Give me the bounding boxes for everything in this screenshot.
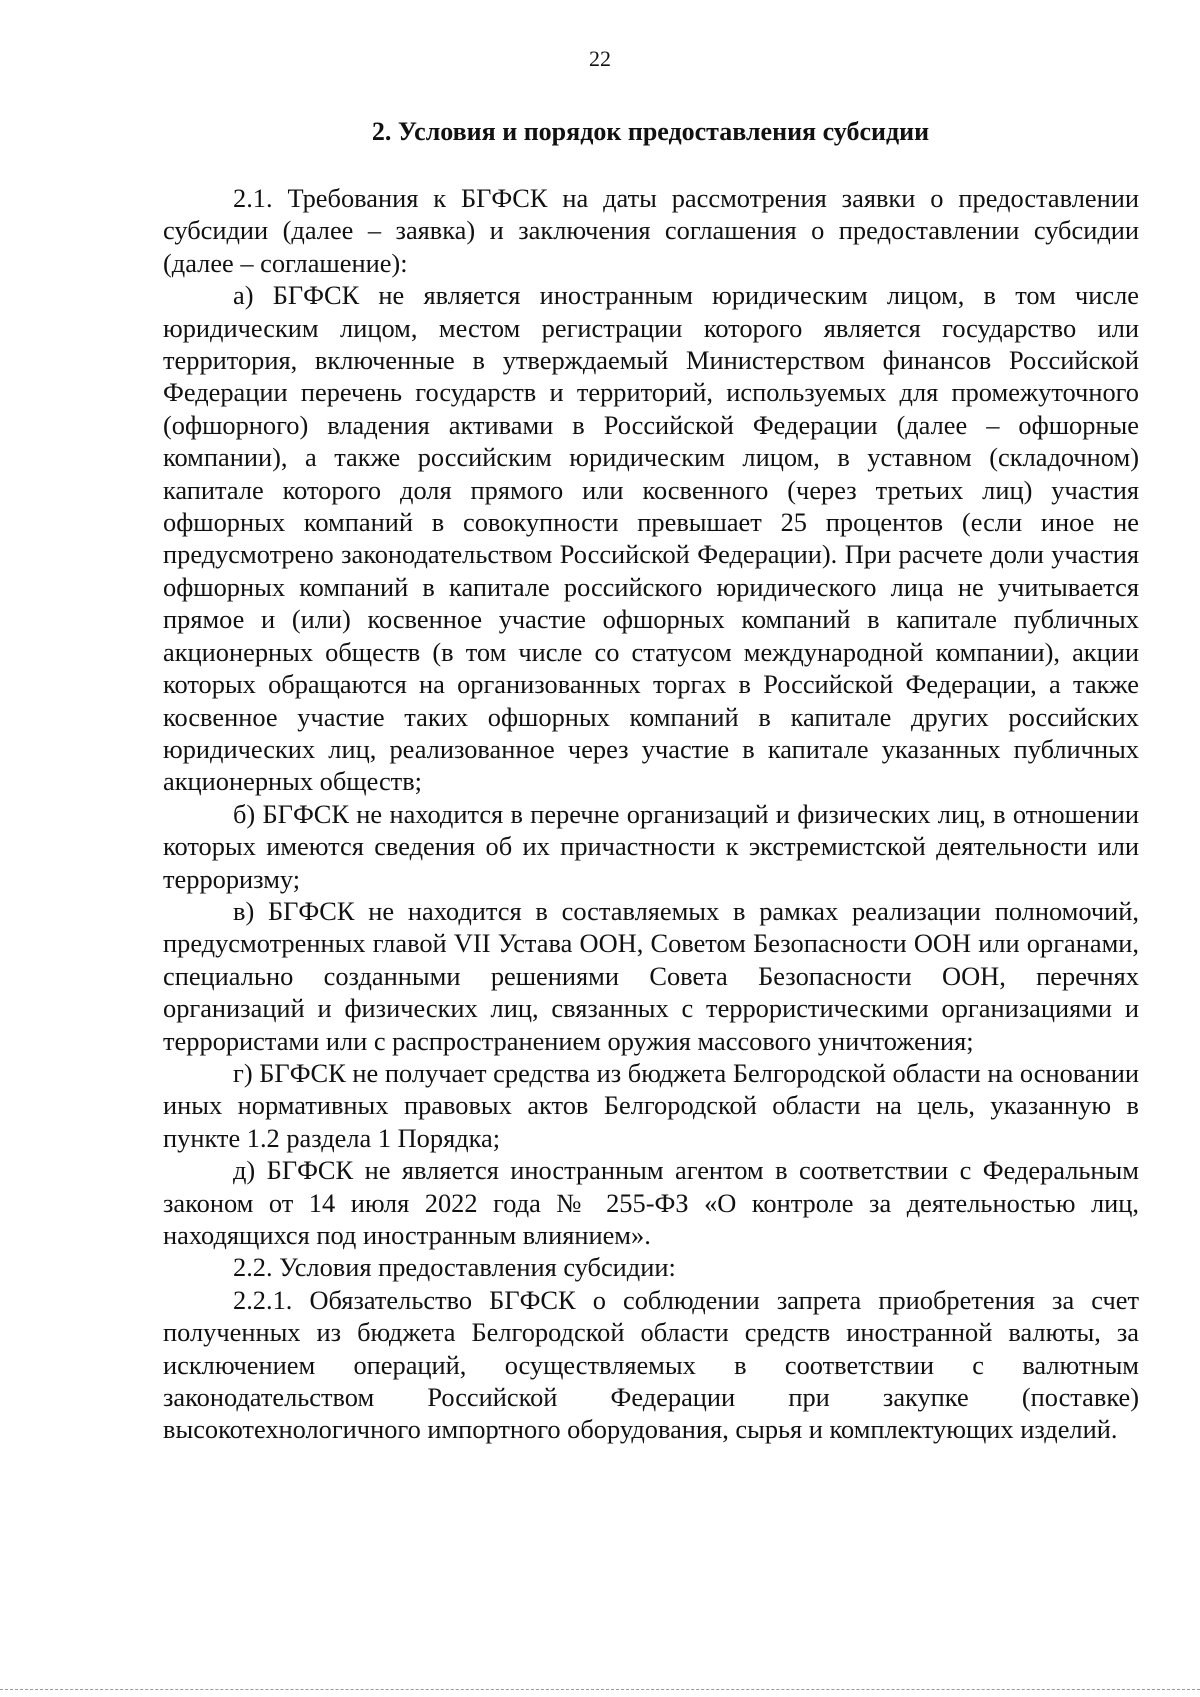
paragraph-2-1: 2.1. Требования к БГФСК на даты рассмотрения заявки о предоставлении субсидии (далее – заявка) и заключения соглашения о предоставлении субсидии (далее – соглашение):	[163, 183, 1139, 278]
paragraph-2-1-b: б) БГФСК не находится в перечне организаций и физических лиц, в отношении которых имеются сведения об их причастности к экстремистской деятельности или терроризму;	[163, 798, 1139, 894]
scan-edge-divider	[0, 1689, 1200, 1690]
paragraph-2-1-d: д) БГФСК не является иностранным агентом в соответствии с Федеральным законом от 14 июля 2022 года № 255-ФЗ «О контроле за деятельностью лиц, находящихся под иностранным влиянием».	[163, 1155, 1139, 1250]
paragraph-2-1-v: в) БГФСК не находится в составляемых в рамках реализации полномочий, предусмотренных главой VII Устава ООН, Советом Безопасности ООН или органами, специально созданными решениями Совета Безопасности ООН, перечнях организаций и физических лиц, связанных с террористическими организациями и террористами или с распространением оружия массового уничтожения;	[163, 895, 1139, 1056]
document-body	[163, 182, 1139, 1446]
paragraph-2-1-a: а) БГФСК не является иностранным юридическим лицом, в том числе юридическим лицом, местом регистрации которого является государство или территория, включенные в утверждаемый Министерством финансов Российской Федерации перечень государств и территорий, используемых для промежуточного (офшорного) владения активами в Российской Федерации (далее – офшорные компании), а также российским юридическим лицом, в уставном (складочном) капитале которого доля прямого или косвенного (через третьих лиц) участия офшорных компаний в совокупности превышает 25 процентов (если иное не предусмотрено законодательством Российской Федерации). При расчете доли участия офшорных компаний в капитале российского юридического лица не учитывается прямое и (или) косвенное участие офшорных компаний в капитале публичных акционерных обществ (в том числе со статусом международной компании), акции которых обращаются на организованных торгах в Российской Федерации, а также косвенное участие таких офшорных компаний в капитале других российских юридических лиц, реализованное через участие в капитале указанных публичных акционерных обществ;	[163, 280, 1139, 797]
section-heading: 2. Условия и порядок предоставления субсидии	[371, 117, 930, 146]
page-number: 22	[589, 46, 611, 71]
paragraph-2-2: 2.2. Условия предоставления субсидии:	[233, 1252, 676, 1283]
paragraph-2-1-g: г) БГФСК не получает средства из бюджета Белгородской области на основании иных нормативных правовых актов Белгородской области на цель, указанную в пункте 1.2 раздела 1 Порядка;	[163, 1057, 1139, 1153]
paragraph-2-2-1: 2.2.1. Обязательство БГФСК о соблюдении запрета приобретения за счет полученных из бюджета Белгородской области средств иностранной валюты, за исключением операций, осуществляемых в соответствии с валютным законодательством Российской Федерации при закупке (поставке) высокотехнологичного импортного оборудования, сырья и комплектующих изделий.	[163, 1284, 1139, 1445]
